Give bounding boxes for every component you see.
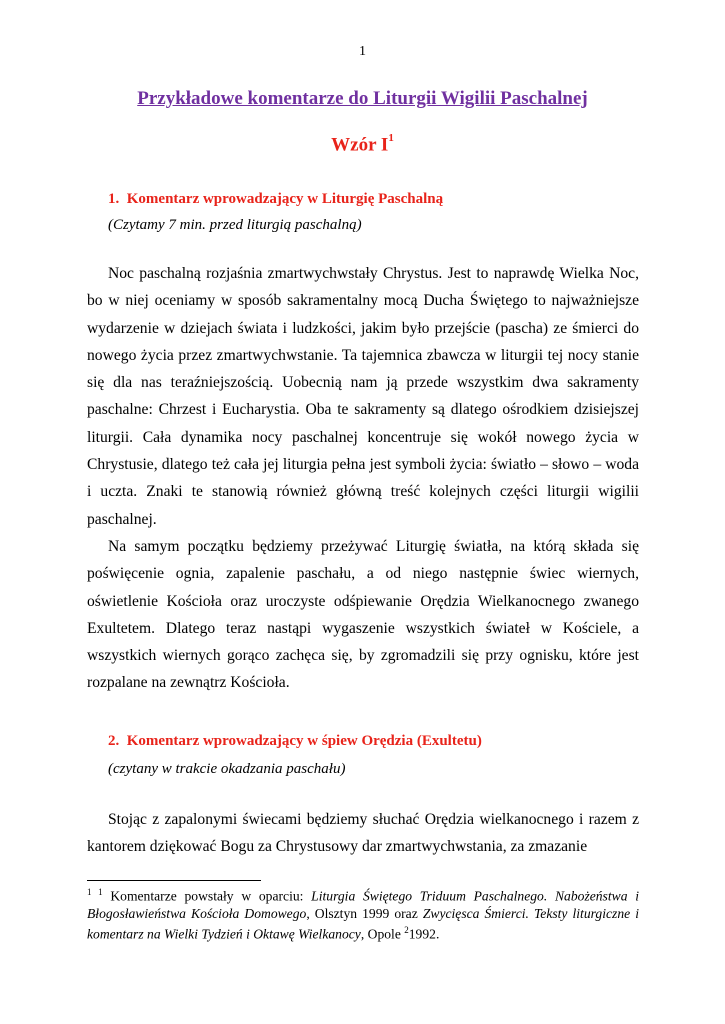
section-1-note: (Czytamy 7 min. przed liturgią paschalną) [108,217,362,233]
section-2-paragraph-1: Stojąc z zapalonymi świecami będziemy słuchać Orędzia wielkanocnego i razem z kantorem dziękować Bogu za Chrystusowy dar zmartwychwstania, za zmazanie [87,811,639,856]
section-2-note: (czytany w trakcie okadzania paschału) [108,761,346,777]
footnote-source-1: Liturgia Świętego Triduum Paschalnego. Nabożeństwa i Błogosławieństwa Kościoła Domowego [87,888,640,921]
page-number: 1 [359,44,366,59]
footnote [87,884,639,942]
footnote-marks: 1 1 [87,887,103,897]
section-1-paragraph-1: Noc paschalną rozjaśnia zmartwychwstały Chrystus. Jest to naprawdę Wielka Noc, bo w niej oceniamy w sposób sakramentalny mocą Ducha Świętego to najważniejsze wydarzenie w dziejach świata i ludzkości, jakim było przejście (pascha) ze śmierci do nowego życia przez zmartwychwstanie. Ta tajemnica zbawcza w liturgii tej nocy stanie się dla nas teraźniejszością. Uobecnią nam ją przede wszystkim dwa sakramenty paschalne: Chrzest i Eucharystia. Oba te sakramenty są dlatego ośrodkiem dzisiejszej liturgii. Cała dynamika nocy paschalnej koncentruje się wokół nowego życia w Chrystusie, dlatego też cała jej liturgia pełna jest symboli życia: światło – słowo – woda i uczta. Znaki te stanowią również główną treść kolejnych części liturgii wigilii paschalnej. [87,265,639,528]
footnote-text-middle: , Olsztyn 1999 oraz [306,905,423,921]
section-1-paragraph-2: Na samym początku będziemy przeżywać Liturgię światła, na którą składa się poświęcenie ognia, zapalenie paschału, a od niego następnie świec wiernych, oświetlenie Kościoła oraz uroczyste odśpiewanie Orędzia Wielkanocnego zwanego Exultetem. Dlatego teraz nastąpi wygaszenie wszystkich świateł w Kościele, a wszystkich wiernych gorąco zachęca się, by zgromadzili się przy ognisku, które jest rozpalane na zewnątrz Kościoła. [87,538,639,692]
footnote-edition: 2 [404,924,409,935]
footnote-reference[interactable]: 1 [388,132,394,144]
footnote-separator [87,880,261,881]
footnote-text-after: , Opole [360,926,405,942]
document-title: Przykładowe komentarze do Liturgii Wigilii Paschalnej [137,88,588,109]
section-1-heading: 1. Komentarz wprowadzający w Liturgię Paschalną [108,191,444,207]
subtitle-text: Wzór I [331,134,389,156]
footnote-text-before: Komentarze powstały w oparciu: [102,888,312,904]
document-subtitle [0,134,725,156]
section-2-heading: 2. Komentarz wprowadzający w śpiew Orędzia (Exultetu) [108,733,482,749]
footnote-year: 1992. [408,926,440,942]
footnote-source-2: Zwycięsca Śmierci. Teksty liturgiczne i komentarz na Wielki Tydzień i Oktawę Wielkanocy [87,905,639,942]
